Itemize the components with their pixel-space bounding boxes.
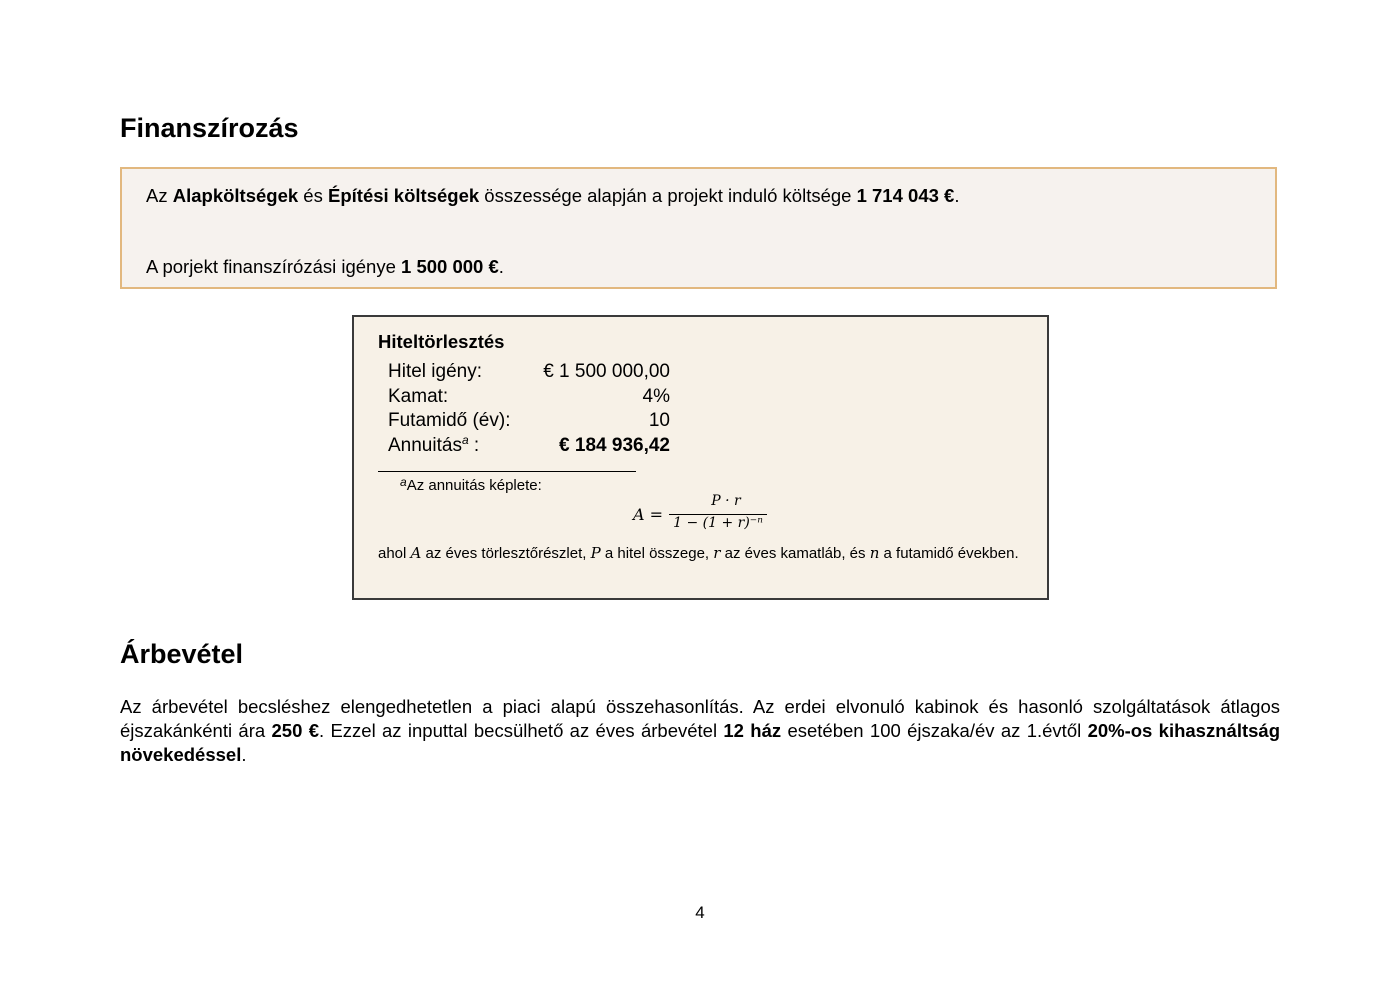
loan-row-term [388,410,670,435]
page-number: 4 [695,903,705,922]
loan-row-amount [388,361,670,386]
base-costs-term: Alapköltségek [172,185,299,206]
loan-row-interest [388,386,670,411]
nightly-price: 250 € [271,720,319,741]
text: az éves kamatláb, és [720,545,870,562]
text: és [298,185,328,206]
text: Az árbevétel becsléshez elengedhetetlen a piaci alapú összehasonlítás. Az erdei elvonuló kabinok és hasonló szolgáltatások átlagos éjszakánkénti ára [120,696,1280,741]
house-count: 12 ház [723,720,782,741]
startup-cost-line [146,185,959,207]
var: n [869,544,880,562]
financing-need-value: 1 500 000 € [401,256,499,277]
formula-lhs: A = [633,505,664,524]
text: ahol [378,545,411,562]
footnote-marker: a [461,432,469,447]
text: . [498,256,504,277]
loan-repayment-box [352,315,1049,600]
financing-need-line [146,256,504,278]
text: a futamidő években. [879,545,1019,562]
section-title-finanszirozas: Finanszírozás [120,113,299,143]
var: P [590,544,601,562]
row-label: Hitel igény: [388,361,482,382]
section-title-arbevetel: Árbevétel [120,639,244,669]
construction-costs-term: Építési költségek [328,185,480,206]
row-value: 4% [642,385,670,407]
loan-box-title: Hiteltörlesztés [378,331,505,352]
text: A porjekt finanszírózási igénye [146,256,402,277]
annuity-formula [633,493,773,535]
var: r [713,544,721,562]
footnote-marker: a [400,475,407,489]
text: . [241,744,247,765]
text: : [468,434,480,456]
text: Az annuitás képlete: [406,477,542,494]
text: esetében 100 éjszaka/év az 1.évtől [781,720,1088,741]
text: összessége alapján a projekt induló költsége [479,185,857,206]
text: Az [146,185,173,206]
annuity-label: Annuitás [388,434,462,456]
occupancy-growth: 20%-os kihasználtság növekedéssel [120,720,1280,765]
revenue-paragraph [120,695,1280,767]
row-value: 10 [648,410,670,431]
row-label [388,432,480,457]
loan-row-annuity [388,432,670,460]
annuity-value: € 184 936,42 [559,434,670,456]
row-value: € 1 500 000,00 [543,361,670,382]
loan-table [388,361,670,459]
formula-description [378,543,1038,564]
footnote-text [400,477,542,494]
text: . Ezzel az inputtal becsülhető az éves árbevétel [318,720,724,741]
footnote-rule [378,471,636,472]
text: az éves törlesztőrészlet, [421,545,591,562]
startup-cost-value: 1 714 043 € [856,185,955,206]
row-label: Futamidő (év): [388,410,511,431]
text: a hitel összege, [600,545,714,562]
formula-numerator: P · r [711,493,741,509]
formula-denominator: 1 − (1 + r)⁻ⁿ [673,515,763,531]
var: A [410,544,422,562]
row-label: Kamat: [388,385,449,407]
financing-summary-box [120,167,1277,289]
text: . [954,185,960,206]
